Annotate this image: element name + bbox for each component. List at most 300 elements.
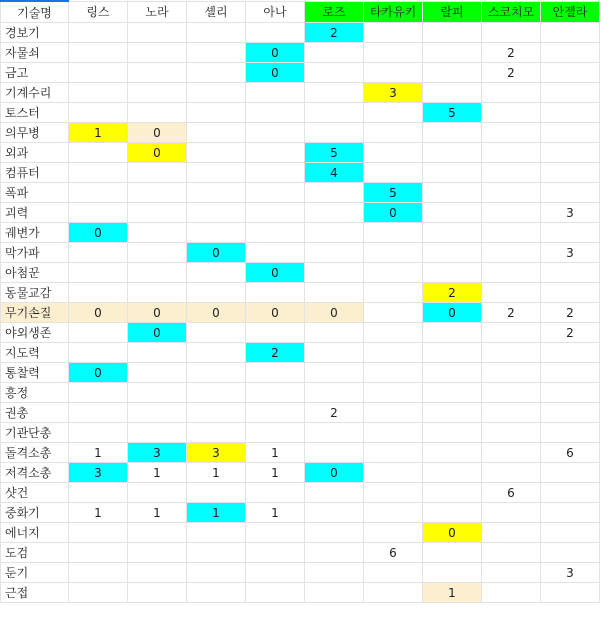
skill-level-cell[interactable] xyxy=(541,43,600,63)
skill-level-cell[interactable] xyxy=(423,263,482,283)
skill-level-cell[interactable]: 0 xyxy=(128,123,187,143)
skill-level-cell[interactable] xyxy=(423,163,482,183)
skill-level-cell[interactable] xyxy=(187,63,246,83)
skill-level-cell[interactable] xyxy=(246,383,305,403)
skill-level-cell[interactable]: 2 xyxy=(482,63,541,83)
skill-level-cell[interactable] xyxy=(128,543,187,563)
skill-level-cell[interactable]: 5 xyxy=(423,103,482,123)
skill-level-cell[interactable]: 0 xyxy=(423,303,482,323)
skill-level-cell[interactable] xyxy=(305,63,364,83)
skill-name-cell[interactable]: 샷건 xyxy=(1,483,69,503)
skill-level-cell[interactable]: 5 xyxy=(364,183,423,203)
column-header-character[interactable]: 셸리 xyxy=(187,1,246,23)
skill-level-cell[interactable] xyxy=(541,143,600,163)
skill-level-cell[interactable] xyxy=(305,383,364,403)
skill-level-cell[interactable] xyxy=(364,63,423,83)
skill-name-cell[interactable]: 지도력 xyxy=(1,343,69,363)
skill-level-cell[interactable] xyxy=(541,283,600,303)
skill-level-cell[interactable] xyxy=(128,583,187,603)
skill-level-cell[interactable] xyxy=(128,223,187,243)
skill-level-cell[interactable] xyxy=(423,483,482,503)
skill-level-cell[interactable] xyxy=(423,183,482,203)
skill-level-cell[interactable] xyxy=(69,583,128,603)
skill-level-cell[interactable] xyxy=(423,143,482,163)
skill-name-cell[interactable]: 경보기 xyxy=(1,23,69,43)
skill-level-cell[interactable] xyxy=(246,223,305,243)
skill-level-cell[interactable]: 1 xyxy=(128,463,187,483)
skill-name-cell[interactable]: 근접 xyxy=(1,583,69,603)
skill-level-cell[interactable] xyxy=(482,203,541,223)
skill-level-cell[interactable] xyxy=(423,323,482,343)
skill-level-cell[interactable]: 0 xyxy=(69,223,128,243)
skill-level-cell[interactable]: 2 xyxy=(482,43,541,63)
skill-name-cell[interactable]: 둔기 xyxy=(1,563,69,583)
skill-level-cell[interactable] xyxy=(423,543,482,563)
skill-name-cell[interactable]: 돌격소총 xyxy=(1,443,69,463)
skill-level-cell[interactable] xyxy=(69,143,128,163)
skill-level-cell[interactable] xyxy=(69,383,128,403)
skill-level-cell[interactable] xyxy=(305,103,364,123)
skill-level-cell[interactable]: 0 xyxy=(187,243,246,263)
skill-level-cell[interactable] xyxy=(187,323,246,343)
skill-level-cell[interactable] xyxy=(246,163,305,183)
skill-name-cell[interactable]: 흥정 xyxy=(1,383,69,403)
skill-level-cell[interactable] xyxy=(187,43,246,63)
skill-level-cell[interactable] xyxy=(246,523,305,543)
skill-level-cell[interactable] xyxy=(364,263,423,283)
skill-level-cell[interactable] xyxy=(246,123,305,143)
skill-level-cell[interactable] xyxy=(246,363,305,383)
skill-level-cell[interactable]: 1 xyxy=(423,583,482,603)
skill-level-cell[interactable] xyxy=(423,123,482,143)
skill-level-cell[interactable]: 2 xyxy=(541,303,600,323)
skill-level-cell[interactable] xyxy=(482,383,541,403)
skill-level-cell[interactable]: 0 xyxy=(364,203,423,223)
skill-level-cell[interactable] xyxy=(541,223,600,243)
skill-name-cell[interactable]: 기계수리 xyxy=(1,83,69,103)
skill-level-cell[interactable] xyxy=(482,103,541,123)
skill-level-cell[interactable] xyxy=(187,583,246,603)
skill-name-cell[interactable]: 의무병 xyxy=(1,123,69,143)
skill-level-cell[interactable] xyxy=(423,83,482,103)
skill-level-cell[interactable] xyxy=(482,523,541,543)
skill-level-cell[interactable] xyxy=(423,443,482,463)
skill-level-cell[interactable] xyxy=(482,183,541,203)
skill-level-cell[interactable] xyxy=(187,223,246,243)
skill-level-cell[interactable] xyxy=(128,203,187,223)
skill-level-cell[interactable] xyxy=(482,503,541,523)
skill-level-cell[interactable] xyxy=(423,243,482,263)
skill-level-cell[interactable] xyxy=(128,63,187,83)
skill-level-cell[interactable]: 0 xyxy=(305,463,364,483)
skill-level-cell[interactable] xyxy=(128,263,187,283)
skill-level-cell[interactable]: 1 xyxy=(69,443,128,463)
skill-name-cell[interactable]: 권총 xyxy=(1,403,69,423)
skill-level-cell[interactable] xyxy=(364,303,423,323)
skill-level-cell[interactable] xyxy=(128,423,187,443)
skill-level-cell[interactable] xyxy=(69,543,128,563)
skill-level-cell[interactable]: 1 xyxy=(187,503,246,523)
skill-level-cell[interactable] xyxy=(364,423,423,443)
skill-level-cell[interactable] xyxy=(128,383,187,403)
skill-name-cell[interactable]: 기관단총 xyxy=(1,423,69,443)
skill-level-cell[interactable] xyxy=(69,323,128,343)
skill-level-cell[interactable] xyxy=(423,203,482,223)
skill-level-cell[interactable] xyxy=(128,563,187,583)
skill-level-cell[interactable] xyxy=(305,583,364,603)
skill-level-cell[interactable]: 0 xyxy=(305,303,364,323)
skill-level-cell[interactable] xyxy=(364,443,423,463)
skill-level-cell[interactable] xyxy=(423,343,482,363)
skill-level-cell[interactable] xyxy=(69,563,128,583)
skill-level-cell[interactable] xyxy=(482,283,541,303)
skill-level-cell[interactable] xyxy=(541,23,600,43)
column-header-character[interactable]: 타카유키 xyxy=(364,1,423,23)
skill-level-cell[interactable]: 0 xyxy=(423,523,482,543)
skill-level-cell[interactable] xyxy=(541,383,600,403)
skill-level-cell[interactable] xyxy=(423,383,482,403)
skill-level-cell[interactable] xyxy=(364,23,423,43)
skill-level-cell[interactable]: 6 xyxy=(482,483,541,503)
skill-level-cell[interactable] xyxy=(69,183,128,203)
skill-level-cell[interactable] xyxy=(246,483,305,503)
skill-name-cell[interactable]: 자물쇠 xyxy=(1,43,69,63)
skill-level-cell[interactable] xyxy=(482,343,541,363)
skill-level-cell[interactable]: 3 xyxy=(364,83,423,103)
skill-level-cell[interactable] xyxy=(187,123,246,143)
skill-level-cell[interactable] xyxy=(69,243,128,263)
skill-level-cell[interactable] xyxy=(187,383,246,403)
skill-level-cell[interactable] xyxy=(364,583,423,603)
skill-level-cell[interactable]: 1 xyxy=(128,503,187,523)
skill-level-cell[interactable]: 2 xyxy=(423,283,482,303)
skill-level-cell[interactable] xyxy=(482,263,541,283)
skill-level-cell[interactable] xyxy=(128,83,187,103)
skill-level-cell[interactable] xyxy=(541,83,600,103)
skill-level-cell[interactable] xyxy=(69,23,128,43)
skill-level-cell[interactable] xyxy=(187,103,246,123)
skill-level-cell[interactable] xyxy=(482,423,541,443)
skill-level-cell[interactable]: 1 xyxy=(246,463,305,483)
skill-level-cell[interactable] xyxy=(364,403,423,423)
skill-level-cell[interactable] xyxy=(541,163,600,183)
skill-level-cell[interactable] xyxy=(187,483,246,503)
skill-level-cell[interactable]: 1 xyxy=(69,503,128,523)
skill-level-cell[interactable] xyxy=(246,583,305,603)
skill-level-cell[interactable]: 2 xyxy=(305,23,364,43)
skill-level-cell[interactable] xyxy=(364,163,423,183)
skill-level-cell[interactable] xyxy=(364,223,423,243)
skill-level-cell[interactable] xyxy=(305,203,364,223)
skill-level-cell[interactable] xyxy=(246,403,305,423)
skill-level-cell[interactable]: 5 xyxy=(305,143,364,163)
skill-name-cell[interactable]: 무기손질 xyxy=(1,303,69,323)
skill-level-cell[interactable] xyxy=(128,243,187,263)
skill-level-cell[interactable] xyxy=(482,143,541,163)
skill-level-cell[interactable] xyxy=(246,423,305,443)
skill-level-cell[interactable] xyxy=(482,583,541,603)
skill-level-cell[interactable]: 3 xyxy=(128,443,187,463)
skill-level-cell[interactable] xyxy=(423,463,482,483)
skill-level-cell[interactable]: 6 xyxy=(541,443,600,463)
skill-name-cell[interactable]: 야외생존 xyxy=(1,323,69,343)
skill-level-cell[interactable] xyxy=(364,123,423,143)
skill-level-cell[interactable] xyxy=(482,163,541,183)
skill-level-cell[interactable] xyxy=(364,103,423,123)
skill-name-cell[interactable]: 도검 xyxy=(1,543,69,563)
skill-level-cell[interactable] xyxy=(364,363,423,383)
column-header-character[interactable]: 링스 xyxy=(69,1,128,23)
skill-level-cell[interactable] xyxy=(187,563,246,583)
skill-level-cell[interactable] xyxy=(305,123,364,143)
skill-level-cell[interactable]: 0 xyxy=(128,323,187,343)
skill-level-cell[interactable] xyxy=(187,363,246,383)
skill-level-cell[interactable] xyxy=(364,323,423,343)
skill-level-cell[interactable] xyxy=(246,323,305,343)
skill-level-cell[interactable]: 3 xyxy=(541,243,600,263)
skill-level-cell[interactable]: 0 xyxy=(69,303,128,323)
skill-level-cell[interactable] xyxy=(482,83,541,103)
skill-level-cell[interactable] xyxy=(305,543,364,563)
skill-level-cell[interactable] xyxy=(246,283,305,303)
skill-level-cell[interactable] xyxy=(69,83,128,103)
skill-level-cell[interactable]: 2 xyxy=(482,303,541,323)
skill-level-cell[interactable]: 3 xyxy=(541,203,600,223)
skill-level-cell[interactable] xyxy=(541,503,600,523)
skill-level-cell[interactable]: 1 xyxy=(187,463,246,483)
skill-level-cell[interactable] xyxy=(541,423,600,443)
skill-level-cell[interactable] xyxy=(187,83,246,103)
skill-level-cell[interactable] xyxy=(364,283,423,303)
skill-level-cell[interactable] xyxy=(187,143,246,163)
skill-level-cell[interactable]: 3 xyxy=(187,443,246,463)
skill-level-cell[interactable] xyxy=(305,183,364,203)
skill-level-cell[interactable] xyxy=(305,223,364,243)
skill-level-cell[interactable]: 0 xyxy=(246,43,305,63)
skill-level-cell[interactable]: 0 xyxy=(187,303,246,323)
skill-level-cell[interactable] xyxy=(128,363,187,383)
skill-level-cell[interactable] xyxy=(423,563,482,583)
skill-level-cell[interactable] xyxy=(482,563,541,583)
column-header-character[interactable]: 노라 xyxy=(128,1,187,23)
skill-level-cell[interactable] xyxy=(423,363,482,383)
column-header-character[interactable]: 랄피 xyxy=(423,1,482,23)
skill-level-cell[interactable] xyxy=(305,443,364,463)
skill-level-cell[interactable] xyxy=(187,183,246,203)
skill-name-cell[interactable]: 금고 xyxy=(1,63,69,83)
skill-level-cell[interactable] xyxy=(69,163,128,183)
skill-level-cell[interactable] xyxy=(364,243,423,263)
skill-name-cell[interactable]: 에너지 xyxy=(1,523,69,543)
skill-level-cell[interactable] xyxy=(364,143,423,163)
skill-name-cell[interactable]: 저격소총 xyxy=(1,463,69,483)
skill-level-cell[interactable]: 0 xyxy=(69,363,128,383)
skill-level-cell[interactable]: 6 xyxy=(364,543,423,563)
skill-level-cell[interactable] xyxy=(482,403,541,423)
skill-level-cell[interactable] xyxy=(305,363,364,383)
skill-level-cell[interactable] xyxy=(482,543,541,563)
skill-level-cell[interactable] xyxy=(305,263,364,283)
skill-level-cell[interactable]: 2 xyxy=(305,403,364,423)
skill-level-cell[interactable]: 1 xyxy=(246,503,305,523)
skill-level-cell[interactable] xyxy=(69,63,128,83)
skill-level-cell[interactable] xyxy=(541,483,600,503)
skill-level-cell[interactable] xyxy=(187,203,246,223)
skill-level-cell[interactable] xyxy=(423,403,482,423)
skill-level-cell[interactable] xyxy=(187,523,246,543)
skill-level-cell[interactable]: 3 xyxy=(69,463,128,483)
skill-name-cell[interactable]: 폭파 xyxy=(1,183,69,203)
skill-level-cell[interactable] xyxy=(246,243,305,263)
skill-level-cell[interactable] xyxy=(305,503,364,523)
skill-level-cell[interactable] xyxy=(305,83,364,103)
skill-level-cell[interactable] xyxy=(69,423,128,443)
skill-level-cell[interactable] xyxy=(128,43,187,63)
skill-name-cell[interactable]: 컴퓨터 xyxy=(1,163,69,183)
skill-level-cell[interactable] xyxy=(364,463,423,483)
skill-level-cell[interactable] xyxy=(187,403,246,423)
skill-level-cell[interactable] xyxy=(69,103,128,123)
skill-level-cell[interactable] xyxy=(423,43,482,63)
skill-level-cell[interactable] xyxy=(305,43,364,63)
skill-level-cell[interactable]: 0 xyxy=(128,303,187,323)
skill-level-cell[interactable] xyxy=(482,123,541,143)
skill-level-cell[interactable] xyxy=(69,283,128,303)
skill-level-cell[interactable] xyxy=(541,523,600,543)
skill-name-cell[interactable]: 토스터 xyxy=(1,103,69,123)
skill-level-cell[interactable] xyxy=(246,543,305,563)
skill-level-cell[interactable] xyxy=(305,343,364,363)
skill-level-cell[interactable] xyxy=(187,283,246,303)
skill-level-cell[interactable] xyxy=(364,483,423,503)
skill-level-cell[interactable]: 0 xyxy=(246,263,305,283)
skill-level-cell[interactable] xyxy=(541,363,600,383)
skill-level-cell[interactable] xyxy=(482,363,541,383)
skill-level-cell[interactable] xyxy=(541,183,600,203)
skill-level-cell[interactable] xyxy=(423,423,482,443)
skill-level-cell[interactable] xyxy=(69,523,128,543)
skill-level-cell[interactable] xyxy=(246,143,305,163)
skill-level-cell[interactable] xyxy=(305,323,364,343)
skill-level-cell[interactable]: 2 xyxy=(246,343,305,363)
skill-level-cell[interactable]: 1 xyxy=(69,123,128,143)
skill-level-cell[interactable] xyxy=(305,483,364,503)
skill-level-cell[interactable] xyxy=(541,343,600,363)
skill-level-cell[interactable] xyxy=(305,523,364,543)
skill-level-cell[interactable]: 0 xyxy=(128,143,187,163)
skill-level-cell[interactable] xyxy=(128,523,187,543)
skill-level-cell[interactable] xyxy=(69,343,128,363)
skill-level-cell[interactable]: 1 xyxy=(246,443,305,463)
skill-level-cell[interactable] xyxy=(69,263,128,283)
skill-level-cell[interactable] xyxy=(128,483,187,503)
skill-level-cell[interactable] xyxy=(128,283,187,303)
skill-level-cell[interactable] xyxy=(187,423,246,443)
skill-name-cell[interactable]: 중화기 xyxy=(1,503,69,523)
skill-level-cell[interactable] xyxy=(364,43,423,63)
skill-name-cell[interactable]: 궤변가 xyxy=(1,223,69,243)
skill-name-cell[interactable]: 동물교감 xyxy=(1,283,69,303)
skill-level-cell[interactable] xyxy=(128,23,187,43)
skill-level-cell[interactable] xyxy=(187,23,246,43)
skill-level-cell[interactable] xyxy=(482,243,541,263)
skill-level-cell[interactable]: 4 xyxy=(305,163,364,183)
skill-level-cell[interactable]: 0 xyxy=(246,63,305,83)
skill-level-cell[interactable] xyxy=(69,483,128,503)
skill-level-cell[interactable] xyxy=(69,203,128,223)
skill-level-cell[interactable] xyxy=(541,63,600,83)
skill-level-cell[interactable] xyxy=(423,223,482,243)
skill-level-cell[interactable] xyxy=(128,163,187,183)
skill-level-cell[interactable] xyxy=(128,103,187,123)
skill-level-cell[interactable] xyxy=(482,323,541,343)
skill-level-cell[interactable] xyxy=(482,23,541,43)
skill-level-cell[interactable] xyxy=(423,63,482,83)
skill-level-cell[interactable] xyxy=(187,543,246,563)
column-header-skill[interactable]: 기술명 xyxy=(1,1,69,23)
column-header-character[interactable]: 아나 xyxy=(246,1,305,23)
skill-level-cell[interactable] xyxy=(541,543,600,563)
skill-level-cell[interactable] xyxy=(69,43,128,63)
skill-level-cell[interactable] xyxy=(305,283,364,303)
skill-level-cell[interactable] xyxy=(364,523,423,543)
column-header-character[interactable]: 스코치모 xyxy=(482,1,541,23)
skill-level-cell[interactable] xyxy=(69,403,128,423)
skill-level-cell[interactable] xyxy=(541,263,600,283)
skill-level-cell[interactable] xyxy=(128,183,187,203)
skill-level-cell[interactable] xyxy=(423,23,482,43)
skill-level-cell[interactable]: 0 xyxy=(246,303,305,323)
skill-level-cell[interactable] xyxy=(246,183,305,203)
skill-level-cell[interactable] xyxy=(305,423,364,443)
skill-level-cell[interactable] xyxy=(246,103,305,123)
skill-level-cell[interactable] xyxy=(128,343,187,363)
skill-level-cell[interactable] xyxy=(364,343,423,363)
skill-level-cell[interactable] xyxy=(482,223,541,243)
skill-level-cell[interactable] xyxy=(187,163,246,183)
column-header-character[interactable]: 안젤라 xyxy=(541,1,600,23)
skill-level-cell[interactable] xyxy=(246,203,305,223)
skill-level-cell[interactable]: 3 xyxy=(541,563,600,583)
skill-level-cell[interactable] xyxy=(305,563,364,583)
skill-level-cell[interactable] xyxy=(482,443,541,463)
skill-level-cell[interactable] xyxy=(364,503,423,523)
skill-level-cell[interactable] xyxy=(541,403,600,423)
skill-level-cell[interactable] xyxy=(364,383,423,403)
skill-name-cell[interactable]: 괴력 xyxy=(1,203,69,223)
skill-name-cell[interactable]: 외과 xyxy=(1,143,69,163)
skill-level-cell[interactable] xyxy=(482,463,541,483)
skill-level-cell[interactable]: 2 xyxy=(541,323,600,343)
skill-level-cell[interactable] xyxy=(305,243,364,263)
skill-level-cell[interactable] xyxy=(541,103,600,123)
skill-level-cell[interactable] xyxy=(128,403,187,423)
skill-name-cell[interactable]: 통찰력 xyxy=(1,363,69,383)
skill-level-cell[interactable] xyxy=(541,583,600,603)
skill-level-cell[interactable] xyxy=(187,263,246,283)
skill-name-cell[interactable]: 막가파 xyxy=(1,243,69,263)
skill-level-cell[interactable] xyxy=(541,463,600,483)
skill-level-cell[interactable] xyxy=(541,123,600,143)
skill-name-cell[interactable]: 아첨꾼 xyxy=(1,263,69,283)
skill-level-cell[interactable] xyxy=(246,83,305,103)
skill-level-cell[interactable] xyxy=(246,23,305,43)
skill-level-cell[interactable] xyxy=(423,503,482,523)
skill-level-cell[interactable] xyxy=(364,563,423,583)
skill-level-cell[interactable] xyxy=(187,343,246,363)
skill-level-cell[interactable] xyxy=(246,563,305,583)
column-header-character[interactable]: 로즈 xyxy=(305,1,364,23)
